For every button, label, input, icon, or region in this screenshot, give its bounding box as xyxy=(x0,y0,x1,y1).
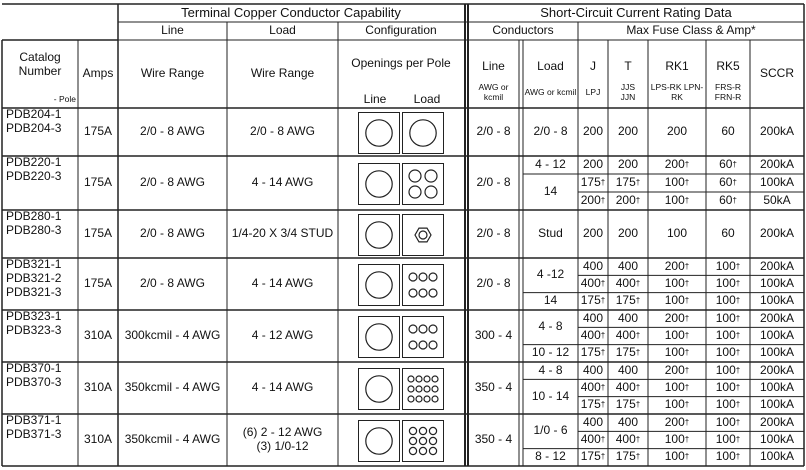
opening-circle xyxy=(429,447,436,454)
sccr-value: 200kA xyxy=(759,362,795,377)
opening-circle xyxy=(429,273,437,281)
catalog-number-text: PDB323-1 xyxy=(6,309,62,323)
group-header-terminal: Terminal Copper Conductor Capability xyxy=(181,4,401,20)
fuse-t-value: 400 xyxy=(617,258,639,273)
cond-load-value: 4 - 12 xyxy=(535,157,566,172)
line-opening-icon xyxy=(358,112,400,154)
fuse-rk5-value: 60 † xyxy=(719,193,737,208)
fuse-j-value: 400 † xyxy=(580,276,606,291)
opening-circle xyxy=(366,428,392,454)
opening-circle xyxy=(409,273,417,281)
opening-circle xyxy=(432,386,438,392)
header-rk1: RK1 xyxy=(665,59,689,74)
fuse-t-value: 200 xyxy=(617,226,639,241)
header-pole: - Pole xyxy=(53,93,76,104)
catalog-number xyxy=(2,156,82,210)
opening-circle xyxy=(419,427,426,434)
cond-load-value: 1/0 - 6 xyxy=(533,423,568,438)
header-cond-line-sub: AWG or kcmil xyxy=(478,81,509,102)
load-opening-icon xyxy=(402,264,444,306)
load-opening-icon xyxy=(402,163,444,205)
header-max-fuse: Max Fuse Class & Amp* xyxy=(626,23,756,38)
fuse-j-value: 200 † xyxy=(580,193,606,208)
cond-line-value: 2/0 - 8 xyxy=(476,226,511,241)
header-line-wire-range: Wire Range xyxy=(140,66,205,81)
line-opening-icon xyxy=(358,264,400,306)
fuse-j-value: 200 xyxy=(582,226,604,241)
cond-line-value: 2/0 - 8 xyxy=(476,124,511,139)
catalog-number xyxy=(2,310,82,362)
line-opening-icon xyxy=(358,368,400,410)
opening-circle xyxy=(419,447,426,454)
fuse-rk5-value: 100 † xyxy=(715,414,741,429)
fuse-j-value: 400 † xyxy=(580,432,606,447)
cond-line-value: 2/0 - 8 xyxy=(476,175,511,190)
fuse-j-value: 200 xyxy=(582,124,604,139)
amps-value: 310A xyxy=(83,380,113,395)
stud-hex xyxy=(415,228,431,242)
cond-load-value: 10 - 12 xyxy=(531,345,570,360)
header-cond-load: Load xyxy=(537,59,564,74)
opening-circle xyxy=(419,437,426,444)
catalog-number xyxy=(2,414,82,466)
catalog-number-text: PDB321-1 xyxy=(6,257,62,271)
amps-value: 310A xyxy=(83,432,113,447)
fuse-rk5-value: 60 † xyxy=(719,175,737,190)
catalog-number-text: PDB220-1 xyxy=(6,155,62,169)
fuse-rk5-value: 100 † xyxy=(715,432,741,447)
opening-circle xyxy=(409,289,417,297)
opening-circle xyxy=(424,386,430,392)
amps-value: 310A xyxy=(83,328,113,343)
load-opening-icon xyxy=(402,420,444,462)
load-wire-range: 1/4-20 X 3/4 STUD xyxy=(231,226,334,241)
fuse-rk5-value: 100 † xyxy=(715,380,741,395)
line-wire-range: 300kcmil - 4 AWG xyxy=(124,328,221,343)
fuse-rk1-value: 100 † xyxy=(664,432,690,447)
catalog-number xyxy=(2,210,82,258)
sccr-value: 200kA xyxy=(759,157,795,172)
sccr-value: 200kA xyxy=(759,310,795,325)
fuse-t-value: 400 xyxy=(617,414,639,429)
header-catalog-number xyxy=(2,40,78,90)
fuse-j-value: 175 † xyxy=(580,397,606,412)
opening-circle xyxy=(409,186,421,198)
catalog-number-text: PDB371-1 xyxy=(6,413,62,427)
load-wire-range: 4 - 14 AWG xyxy=(251,175,314,190)
catalog-label-line1: Catalog Number xyxy=(18,50,62,78)
header-amps: Amps xyxy=(82,66,114,81)
catalog-number-text: PDB204-3 xyxy=(6,120,62,135)
header-rk5: RK5 xyxy=(716,59,740,74)
fuse-t-value: 400 † xyxy=(615,328,641,343)
opening-circle xyxy=(429,289,437,297)
opening-circle xyxy=(409,325,417,333)
load-wire-range: 4 - 12 AWG xyxy=(251,328,314,343)
sccr-value: 100kA xyxy=(759,449,795,464)
fuse-t-value: 175 † xyxy=(615,345,641,360)
header-j: J xyxy=(590,59,596,74)
opening-circle xyxy=(366,120,392,146)
sccr-value: 100kA xyxy=(759,276,795,291)
cond-load-value: Stud xyxy=(538,226,563,241)
group-header-sccr: Short-Circuit Current Rating Data xyxy=(540,4,732,20)
fuse-t-value: 200 xyxy=(617,124,639,139)
opening-circle xyxy=(419,273,427,281)
header-load: Load xyxy=(269,23,296,38)
fuse-rk5-value: 100 † xyxy=(715,397,741,412)
line-opening-icon xyxy=(358,214,400,256)
sccr-value: 100kA xyxy=(759,432,795,447)
fuse-rk5-value: 100 † xyxy=(715,293,741,308)
cond-load-value: 14 xyxy=(543,184,558,199)
cond-load-value: 4 - 8 xyxy=(538,362,563,377)
opening-circle xyxy=(425,170,437,182)
load-opening-icon xyxy=(402,316,444,358)
fuse-t-value: 400 † xyxy=(615,276,641,291)
header-openings-line: Line xyxy=(363,92,387,107)
sccr-value: 200kA xyxy=(759,258,795,273)
catalog-number-text: PDB323-3 xyxy=(6,322,62,337)
fuse-j-value: 400 † xyxy=(580,328,606,343)
fuse-rk5-value: 100 † xyxy=(715,310,741,325)
load-wire-range: 4 - 14 AWG xyxy=(251,380,314,395)
fuse-rk5-value: 100 † xyxy=(715,362,741,377)
amps-value: 175A xyxy=(83,124,113,139)
opening-circle xyxy=(419,289,427,297)
header-cond-line: Line xyxy=(482,59,505,74)
cond-load-value: 2/0 - 8 xyxy=(533,124,568,139)
opening-circle xyxy=(408,396,414,402)
fuse-t-value: 175 † xyxy=(615,293,641,308)
fuse-rk1-value: 100 † xyxy=(664,380,690,395)
fuse-t-value: 400 † xyxy=(615,432,641,447)
catalog-number xyxy=(2,258,82,310)
catalog-number-text: PDB280-3 xyxy=(6,222,62,237)
sccr-value: 200kA xyxy=(759,124,795,139)
fuse-j-value: 400 xyxy=(582,310,604,325)
opening-circle xyxy=(419,325,427,333)
amps-value: 175A xyxy=(83,276,113,291)
load-wire-range: 2/0 - 8 AWG xyxy=(250,124,315,139)
fuse-t-value: 400 xyxy=(617,362,639,377)
sccr-value: 50kA xyxy=(763,193,791,208)
line-wire-range: 350kcmil - 4 AWG xyxy=(124,380,221,395)
catalog-number-text: PDB204-1 xyxy=(6,107,62,121)
header-sccr: SCCR xyxy=(759,66,794,81)
fuse-j-value: 175 † xyxy=(580,449,606,464)
opening-circle xyxy=(424,396,430,402)
load-opening-icon xyxy=(402,112,444,154)
cond-load-value: 8 - 12 xyxy=(535,449,566,464)
opening-circle xyxy=(408,386,414,392)
sccr-value: 200kA xyxy=(759,226,795,241)
fuse-rk5-value: 100 † xyxy=(715,328,741,343)
catalog-number-text: PDB321-2 xyxy=(6,270,62,285)
header-rk5-sub: FRS-R FRN-R xyxy=(714,81,742,102)
opening-circle xyxy=(409,447,416,454)
opening-circle xyxy=(416,396,422,402)
sccr-value: 100kA xyxy=(759,293,795,308)
fuse-rk1-value: 200 † xyxy=(664,258,690,273)
opening-circle xyxy=(410,120,436,146)
opening-circle xyxy=(429,325,437,333)
line-wire-range: 2/0 - 8 AWG xyxy=(140,226,205,241)
fuse-rk1-value: 100 † xyxy=(664,276,690,291)
fuse-rk1-value: 200 † xyxy=(664,310,690,325)
amps-value: 175A xyxy=(83,226,113,241)
fuse-rk1-value: 100 † xyxy=(664,193,690,208)
header-openings-load: Load xyxy=(413,92,441,107)
opening-circle xyxy=(425,186,437,198)
header-cond-load-sub: AWG or kcmil xyxy=(524,86,577,97)
fuse-rk5-value: 60 xyxy=(721,124,735,139)
opening-circle xyxy=(429,341,437,349)
sccr-value: 100kA xyxy=(759,345,795,360)
opening-circle xyxy=(366,171,392,197)
header-rk1-sub: LPS-RK LPN-RK xyxy=(650,81,704,102)
fuse-rk1-value: 100 xyxy=(666,226,688,241)
fuse-rk1-value: 100 † xyxy=(664,175,690,190)
opening-circle xyxy=(416,386,422,392)
fuse-t-value: 400 † xyxy=(615,380,641,395)
fuse-t-value: 400 xyxy=(617,310,639,325)
opening-circle xyxy=(366,376,392,402)
amps-value: 175A xyxy=(83,175,113,190)
fuse-rk1-value: 100 † xyxy=(664,397,690,412)
header-openings-per-pole: Openings per Pole xyxy=(351,56,451,71)
fuse-j-value: 400 † xyxy=(580,380,606,395)
header-j-sub: LPJ xyxy=(585,86,601,97)
opening-circle xyxy=(429,437,436,444)
fuse-t-value: 175 † xyxy=(615,397,641,412)
cond-load-value: 4 - 8 xyxy=(538,319,563,334)
cond-line-value: 300 - 4 xyxy=(474,328,513,343)
header-load-wire-range: Wire Range xyxy=(250,66,315,81)
catalog-number xyxy=(2,108,82,156)
opening-circle xyxy=(408,376,414,382)
opening-circle xyxy=(409,437,416,444)
fuse-rk1-value: 200 xyxy=(666,124,688,139)
fuse-rk5-value: 100 † xyxy=(715,449,741,464)
catalog-number xyxy=(2,362,82,414)
fuse-j-value: 400 xyxy=(582,414,604,429)
header-conductors: Conductors xyxy=(492,23,554,38)
fuse-rk5-value: 60 xyxy=(721,226,735,241)
header-configuration: Configuration xyxy=(365,23,437,38)
opening-circle xyxy=(419,231,427,239)
fuse-j-value: 400 xyxy=(582,362,604,377)
fuse-t-value: 200 † xyxy=(615,193,641,208)
line-opening-icon xyxy=(358,316,400,358)
opening-circle xyxy=(409,427,416,434)
cond-line-value: 350 - 4 xyxy=(474,380,513,395)
sccr-value: 100kA xyxy=(759,380,795,395)
catalog-number-text: PDB371-3 xyxy=(6,426,62,441)
fuse-j-value: 175 † xyxy=(580,293,606,308)
cond-load-value: 14 xyxy=(543,293,558,308)
fuse-rk5-value: 100 † xyxy=(715,258,741,273)
line-opening-icon xyxy=(358,420,400,462)
opening-circle xyxy=(409,341,417,349)
fuse-j-value: 200 xyxy=(582,157,604,172)
opening-circle xyxy=(366,324,392,350)
catalog-number-text: PDB370-3 xyxy=(6,374,62,389)
fuse-rk1-value: 100 † xyxy=(664,449,690,464)
fuse-t-value: 175 † xyxy=(615,175,641,190)
fuse-rk5-value: 100 † xyxy=(715,345,741,360)
fuse-j-value: 175 † xyxy=(580,175,606,190)
fuse-rk5-value: 60 † xyxy=(719,157,737,172)
catalog-number-text: PDB280-1 xyxy=(6,209,62,223)
load-wire-range xyxy=(227,414,338,466)
fuse-rk1-value: 200 † xyxy=(664,362,690,377)
opening-circle xyxy=(409,170,421,182)
line-wire-range: 350kcmil - 4 AWG xyxy=(124,432,221,447)
header-line: Line xyxy=(161,23,184,38)
opening-circle xyxy=(366,272,392,298)
opening-circle xyxy=(366,222,392,248)
cond-load-value: 10 - 14 xyxy=(531,388,570,403)
sccr-value: 100kA xyxy=(759,397,795,412)
cond-line-value: 350 - 4 xyxy=(474,432,513,447)
fuse-rk1-value: 200 † xyxy=(664,414,690,429)
opening-circle xyxy=(432,396,438,402)
opening-circle xyxy=(416,376,422,382)
line-wire-range: 2/0 - 8 AWG xyxy=(140,175,205,190)
fuse-t-value: 175 † xyxy=(615,449,641,464)
fuse-j-value: 400 xyxy=(582,258,604,273)
sccr-value: 200kA xyxy=(759,414,795,429)
line-wire-range: 2/0 - 8 AWG xyxy=(140,276,205,291)
line-wire-range: 2/0 - 8 AWG xyxy=(140,124,205,139)
sccr-value: 100kA xyxy=(759,328,795,343)
load-wire-range: 4 - 14 AWG xyxy=(251,276,314,291)
header-t-sub: JJS JJN xyxy=(620,81,636,102)
fuse-t-value: 200 xyxy=(617,157,639,172)
load-opening-icon xyxy=(402,214,444,256)
catalog-number-text: PDB220-3 xyxy=(6,168,62,183)
fuse-j-value: 175 † xyxy=(580,345,606,360)
load-wire-range-text: (3) 1/0-12 xyxy=(256,439,309,453)
load-opening-icon xyxy=(402,368,444,410)
fuse-rk1-value: 100 † xyxy=(664,345,690,360)
cond-line-value: 2/0 - 8 xyxy=(476,276,511,291)
load-wire-range-text: (6) 2 - 12 AWG xyxy=(242,425,323,440)
fuse-rk1-value: 100 † xyxy=(664,328,690,343)
cond-load-value: 4 -12 xyxy=(536,267,565,282)
fuse-rk5-value: 100 † xyxy=(715,276,741,291)
opening-circle xyxy=(432,376,438,382)
line-opening-icon xyxy=(358,163,400,205)
opening-circle xyxy=(429,427,436,434)
opening-circle xyxy=(419,341,427,349)
sccr-value: 100kA xyxy=(759,175,795,190)
catalog-number-text: PDB370-1 xyxy=(6,361,62,375)
header-t: T xyxy=(624,59,632,74)
fuse-rk1-value: 200 † xyxy=(664,157,690,172)
opening-circle xyxy=(424,376,430,382)
catalog-number-text: PDB321-3 xyxy=(6,284,62,299)
fuse-rk1-value: 100 † xyxy=(664,293,690,308)
